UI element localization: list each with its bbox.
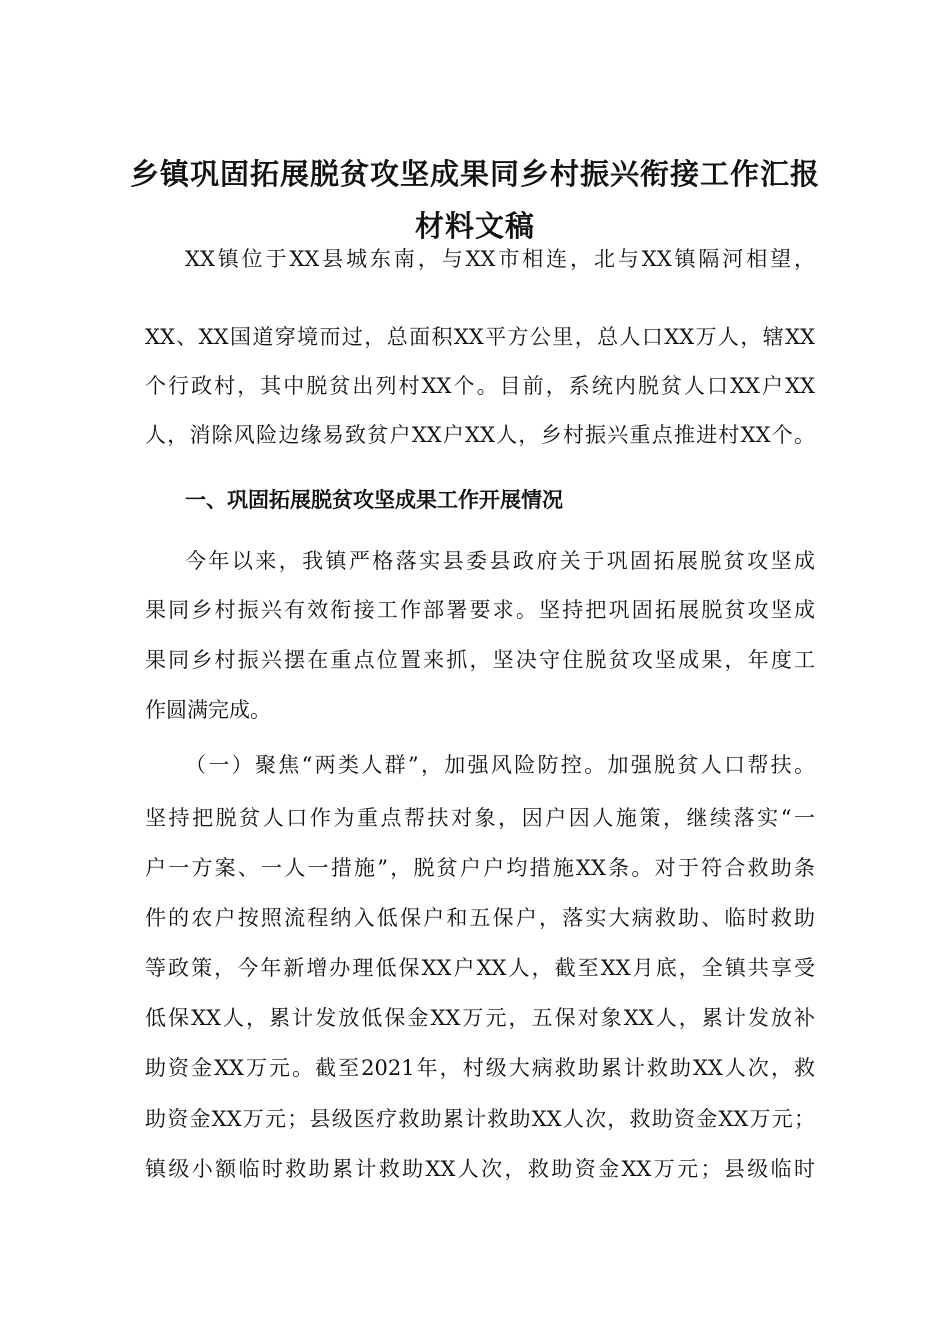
paragraph-3-line-5: 等政策，今年新增办理低保XX户XX人，截至XX月底，全镇共享受 bbox=[145, 956, 815, 980]
paragraph-2-line-2: 果同乡村振兴有效衔接工作部署要求。坚持把巩固拓展脱贫攻坚成 bbox=[145, 598, 815, 622]
section-heading-1: 一、巩固拓展脱贫攻坚成果工作开展情况 bbox=[185, 488, 563, 512]
paragraph-3-line-2: 坚持把脱贫人口作为重点帮扶对象，因户因人施策，继续落实“一 bbox=[145, 806, 815, 830]
paragraph-3-line-9: 镇级小额临时救助累计救助XX人次，救助资金XX万元；县级临时 bbox=[145, 1157, 815, 1181]
paragraph-2-line-3: 果同乡村振兴摆在重点位置来抓，坚决守住脱贫攻坚成果，年度工 bbox=[145, 648, 815, 672]
paragraph-3-line-8: 助资金XX万元；县级医疗救助累计救助XX人次，救助资金XX万元； bbox=[145, 1107, 815, 1131]
paragraph-1-line-2: XX、XX国道穿境而过，总面积XX平方公里，总人口XX万人，辖XX bbox=[145, 325, 815, 349]
document-title-line-2: 材料文稿 bbox=[414, 209, 535, 243]
paragraph-1-line-1: XX镇位于XX县城东南，与XX市相连，北与XX镇隔河相望， bbox=[185, 247, 815, 271]
document-title-line-1: 乡镇巩固拓展脱贫攻坚成果同乡村振兴衔接工作汇报 bbox=[129, 157, 820, 191]
paragraph-1-line-3: 个行政村，其中脱贫出列村XX个。目前，系统内脱贫人口XX户XX bbox=[145, 374, 815, 398]
paragraph-3-line-4: 件的农户按照流程纳入低保户和五保户，落实大病救助、临时救助 bbox=[145, 906, 815, 930]
paragraph-3-line-1: （一）聚焦“两类人群”，加强风险防控。加强脱贫人口帮扶。 bbox=[185, 753, 815, 777]
paragraph-1-line-4: 人，消除风险边缘易致贫户XX户XX人，乡村振兴重点推进村XX个。 bbox=[145, 423, 815, 447]
paragraph-3-line-3: 户一方案、一人一措施”，脱贫户户均措施XX条。对于符合救助条 bbox=[145, 856, 815, 880]
paragraph-2-line-4: 作圆满完成。 bbox=[145, 698, 271, 722]
paragraph-3-line-6: 低保XX人，累计发放低保金XX万元，五保对象XX人，累计发放补 bbox=[145, 1006, 815, 1030]
paragraph-2-line-1: 今年以来，我镇严格落实县委县政府关于巩固拓展脱贫攻坚成 bbox=[185, 549, 815, 573]
paragraph-3-line-7: 助资金XX万元。截至2021年，村级大病救助累计救助XX人次，救 bbox=[145, 1056, 815, 1080]
